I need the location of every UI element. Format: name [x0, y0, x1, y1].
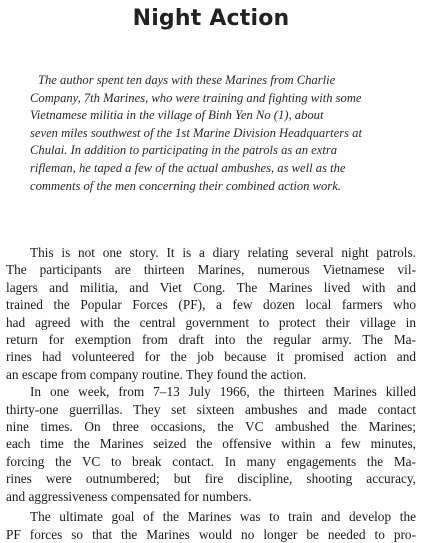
abstract-line: comments of the men concerning their combined action work.	[30, 178, 341, 193]
body-line: forcing the VC to break contact. In many engagements the Ma-	[6, 453, 416, 469]
body-line: an escape from company routine. They found the action.	[6, 366, 307, 382]
body-line: The participants are thirteen Marines, numerous Vietnamese vil-	[6, 262, 416, 278]
body-line: and aggressiveness compensated for numbers.	[6, 488, 252, 504]
abstract-line: The author spent ten days with these Marines from Charlie	[38, 73, 336, 87]
body-line: This is not one story. It is a diary relating several night patrols.	[30, 245, 416, 260]
body-line: In one week, from 7–13 July 1966, the thirteen Marines killed	[30, 384, 416, 400]
abstract-line: seven miles southwest of the 1st Marine Division Headquarters at	[30, 125, 362, 140]
body-line: lagers and militia, and Viet Cong. The Marines lived with and	[6, 279, 416, 295]
abstract-line: rifleman, he taped a few of the actual ambushes, as well as the	[30, 160, 346, 175]
paragraph	[6, 383, 416, 505]
body-line: PF forces so that the Marines would no longer be needed to pro-	[6, 526, 416, 542]
abstract-line: Chulai. In addition to participating in the patrols as an extra	[30, 143, 338, 158]
body-text	[6, 244, 416, 543]
paragraph	[6, 244, 416, 383]
paragraph	[6, 508, 416, 543]
body-line: each time the Marines seized the offensive within a few minutes,	[6, 436, 416, 452]
page-title: Night Action	[132, 6, 290, 31]
body-line: The ultimate goal of the Marines was to train and develop the	[30, 509, 416, 525]
abstract-line: Company, 7th Marines, who were training and fighting with some	[30, 90, 362, 105]
abstract-line: Vietnamese militia in the village of Binh Yen No (1), about	[30, 108, 324, 123]
abstract-block	[30, 72, 380, 195]
body-line: rines had volunteered for the job because it promised action and	[6, 349, 416, 365]
body-line: nine times. On three occasions, the VC ambushed the Marines;	[6, 419, 416, 435]
body-line: had agreed with the central government to protect their village in	[6, 314, 416, 330]
body-line: rines were outnumbered; but fire discipline, shooting accuracy,	[6, 471, 416, 487]
body-line: thirty-one guerrillas. They set sixteen ambushes and made contact	[6, 401, 416, 417]
body-line: return for exemption from draft into the regular army. The Ma-	[6, 332, 416, 348]
body-line: trained the Popular Forces (PF), a few dozen local farmers who	[6, 297, 416, 313]
